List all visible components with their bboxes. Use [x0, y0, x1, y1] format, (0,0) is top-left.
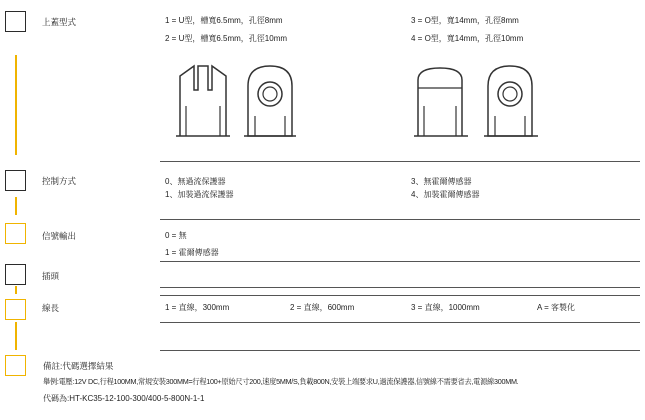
mount-option-3: 3 = O型，寬14mm，孔徑8mm	[411, 16, 519, 25]
mount-box	[5, 11, 26, 32]
cable-option-a: A = 客製化	[537, 303, 576, 312]
divider	[160, 161, 640, 162]
o-type-front-drawing	[412, 62, 470, 142]
connector-line	[15, 55, 17, 155]
signal-option-0: 0 = 無	[165, 231, 187, 240]
mount-option-4: 4 = O型，寬14mm，孔徑10mm	[411, 34, 524, 43]
cable-option-1: 1 = 直線，300mm	[165, 303, 230, 312]
u-type-side-drawing	[242, 62, 298, 142]
divider	[160, 219, 640, 220]
control-option-3: 3、無霍爾傳感器	[411, 177, 472, 186]
mount-label: 上蓋型式	[42, 17, 77, 27]
divider	[160, 295, 640, 296]
plug-label: 插頭	[42, 271, 60, 281]
u-type-front-drawing	[174, 62, 232, 142]
cable-label: 線長	[42, 303, 60, 313]
signal-box	[5, 223, 26, 244]
mount-option-1: 1 = U型，槽寬6.5mm，孔徑8mm	[165, 16, 283, 25]
o-type-side-drawing	[482, 62, 540, 142]
note-example: 舉例:電壓:12V DC,行程100MM,常規安裝300MM=行程100+原始尺寸200,速度5MM/S,負載800N,安裝上端要求U,過流保護器,信號線不需要省去,電源線300MM.	[43, 377, 519, 386]
cable-option-3: 3 = 直線，1000mm	[411, 303, 480, 312]
plug-box	[5, 264, 26, 285]
signal-label: 信號輸出	[42, 231, 77, 241]
connector-line	[15, 286, 17, 294]
divider	[160, 350, 640, 351]
note-label: 備註:代碼選擇結果	[43, 361, 114, 371]
control-box	[5, 170, 26, 191]
control-option-0: 0、無過流保護器	[165, 177, 226, 186]
control-option-4: 4、加裝霍爾傳感器	[411, 190, 480, 199]
connector-line	[15, 322, 17, 350]
divider	[160, 261, 640, 262]
divider	[160, 287, 640, 288]
connector-line	[15, 197, 17, 215]
note-box	[5, 355, 26, 376]
signal-option-1: 1 = 霍爾傳感器	[165, 248, 219, 257]
divider	[160, 322, 640, 323]
control-label: 控制方式	[42, 176, 77, 186]
mount-option-2: 2 = U型，槽寬6.5mm，孔徑10mm	[165, 34, 288, 43]
cable-option-2: 2 = 直線，600mm	[290, 303, 355, 312]
note-code: 代碼為:HT-KC35-12-100-300/400-5-800N-1-1	[43, 394, 205, 403]
control-option-1: 1、加裝過流保護器	[165, 190, 234, 199]
cable-box	[5, 299, 26, 320]
